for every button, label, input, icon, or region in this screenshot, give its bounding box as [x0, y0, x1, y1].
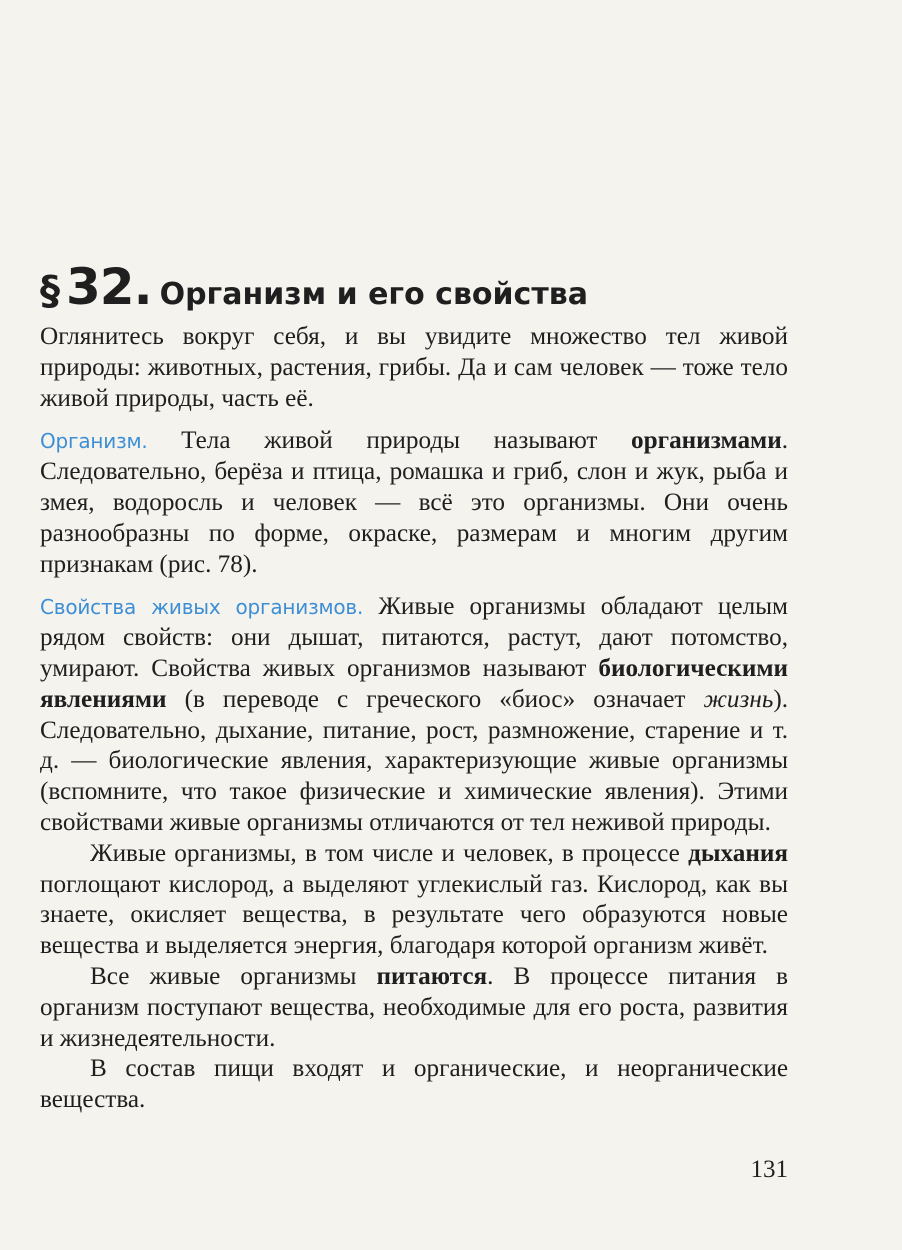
organism-term: организмами — [631, 427, 782, 455]
nutrition-term: питаются — [376, 962, 488, 990]
section-symbol: § — [40, 268, 60, 314]
properties-paragraph — [40, 592, 788, 838]
page-number: 131 — [750, 1156, 788, 1183]
properties-term: биологическими явлениями — [40, 654, 788, 713]
properties-text-2: (в переводе с греческого «биос» означает — [166, 685, 704, 713]
organism-paragraph — [40, 426, 788, 580]
breathing-paragraph — [40, 839, 788, 962]
section-number: 32. — [66, 258, 152, 316]
section-title: Организм и его свойства — [159, 277, 588, 312]
organism-text-1: Тела живой природы называют — [147, 427, 632, 455]
nutrition-text-2: . В процессе питания в организм поступают вещества, необходимые для его роста, развития и жизнедеятельности. — [40, 962, 788, 1052]
organism-text-2: . Следовательно, берёза и птица, ромашка и гриб, слон и жук, рыба и змея, водоросль и человек — всё это организмы. Они очень разнообразны по форме, окраске, размерам и многим другим признакам (рис. 78). — [40, 427, 788, 578]
properties-text-1: Живые организмы обладают целым рядом свойств: они дышат, питаются, растут, дают потомство, умирают. Свойства живых организмов называют — [40, 593, 788, 682]
section-heading — [40, 258, 788, 316]
breathing-text-2: поглощают кислород, а выделяют углекислый газ. Кислород, как вы знаете, окисляет вещества, в результате чего образуются новые вещества и выделяется энергия, благодаря которой организм живёт. — [40, 870, 788, 960]
body-text — [40, 322, 788, 1116]
nutrition-text-1: Все живые организмы — [90, 962, 377, 990]
properties-subhead: Свойства живых организмов. — [40, 595, 364, 620]
page-body — [40, 258, 788, 1116]
breathing-text-1: Живые организмы, в том числе и человек, в процессе — [90, 839, 689, 867]
properties-italic: жизнь — [703, 685, 774, 713]
intro-paragraph: Оглянитесь вокруг себя, и вы увидите множество тел живой природы: животных, растения, грибы. Да и сам человек — тоже тело живой природы, часть её. — [40, 323, 788, 412]
food-paragraph: В состав пищи входят и органические, и неорганические вещества. — [40, 1055, 788, 1114]
breathing-term: дыхания — [688, 839, 788, 867]
nutrition-paragraph — [40, 962, 788, 1054]
organism-subhead: Организм. — [40, 429, 148, 454]
properties-text-3: ). Следовательно, дыхание, питание, рост, размножение, старение и т. д. — биологические явления, характеризующие живые организмы (вспомните, что такое физические и химические явления). Этими свойствами живые организмы отличаются от тел неживой природы. — [40, 685, 788, 836]
